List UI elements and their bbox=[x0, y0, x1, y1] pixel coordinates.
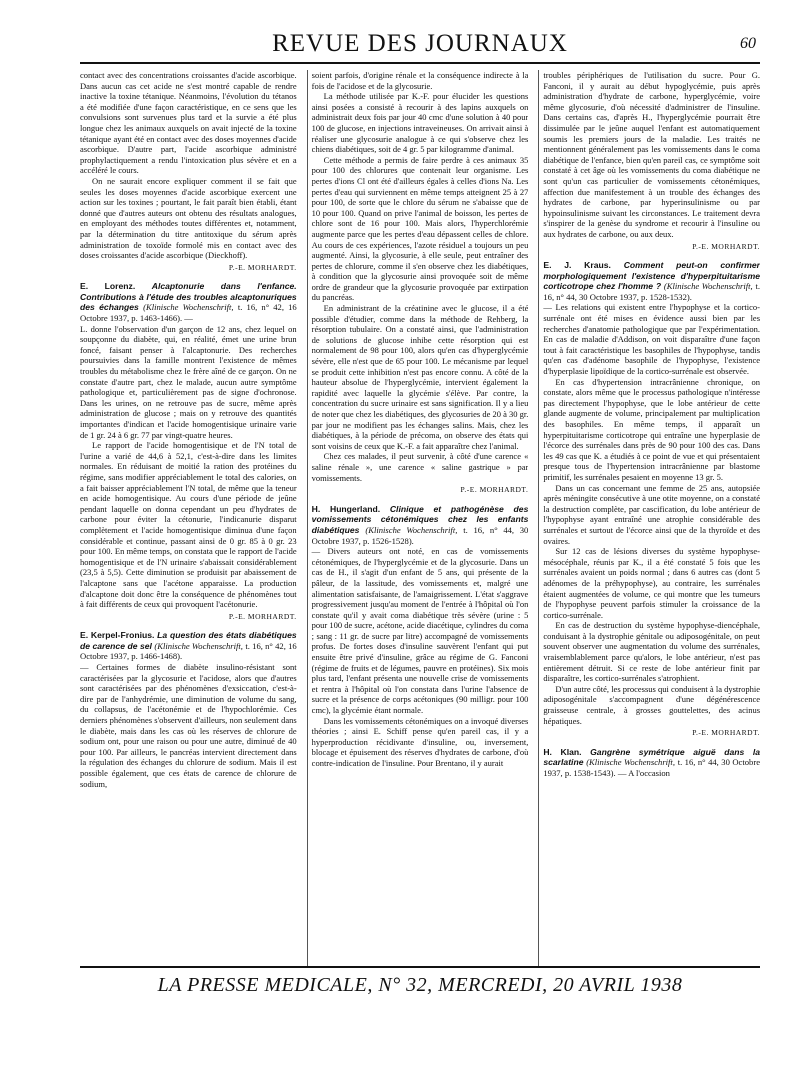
article-source: (Klinische Wochenschrift, bbox=[154, 640, 243, 651]
paragraph: troubles périphériques de l'utilisation du sucre. Pour G. Fanconi, il y aurait au début hypoglycémie, puis après administration d'hydrate de carbone, hyperglycémie, voire même glycosurie, d'où nécessité d'administrer de l'insuline. Dans certains cas, d'après H., l'hyperglycémie pourrait être dissimulée par le jeûne auquel l'enfant est automatiquement soumis les premiers jours de la maladie. Les traités ne mentionnent généralement pas les vomissements dans le coma diabétique de l'enfance, bien qu'en pareil cas, ce symptôme soit constaté à cet âge où les vomissements du coma diabétique ne sont qu'un cas particulier de vomissements cétonémiques, affection due manifestement à un trouble des échanges des hydrates de carbone, par hyperinsulinisme ou par hypoinsulinisme suivant les circonstances. Le traitement devra s'inspirer de la genèse du syndrome et recourir à l'insuline ou aux hydrates de carbone, ou aux deux. bbox=[543, 70, 760, 239]
paragraph: soient parfois, d'origine rénale et la conséquence indirecte à la fois de l'acidose et de la glycosurie. bbox=[311, 70, 529, 91]
signature: P.-E. MORHARDT. bbox=[228, 611, 297, 621]
paragraph: On ne saurait encore expliquer comment il se fait que seules les doses moyennes d'acide ascorbique exercent une action sur les toxines ; pourtant, le fait paraît bien établi, étant donné que d'autres auteurs ont obtenu des résultats analogues, en employant des méthodes toutes différentes et, notamment, par la détermination du titre antitoxique du sérum après administration de toxoïde formolé mis en contact avec des doses croissantes d'acide ascorbique (Dieckhoff). bbox=[80, 175, 297, 261]
article-heading bbox=[543, 747, 760, 779]
signature: P.-E. MORHARDT. bbox=[228, 262, 297, 272]
paragraph: En cas de destruction du système hypophyse-diencéphale, conduisant à la dystrophie génitale ou adiposogénitale, on peut souvent observer une augmentation du volume des surrénales, vraisemblablement parce qu'alors, le lobe antérieur, n'est pas entièrement détruit. Si ce reste de lobe antérieur finit par disparaître, les cortico-surrénales s'atrophient. bbox=[543, 620, 760, 684]
paragraph: En administrant de la créatinine avec le glucose, il a été possible d'étudier, comme dans la méthode de Rehberg, la résorption tubulaire. On a constaté ainsi, que l'administration de solutions de glucose inhibe cette résorption qui est normalement de 98 pour 100, alors qu'en cas d'hyperglycémie sévère, elle n'est que de 65 pour 100. Le mécanisme par lequel se produit cette inhibition n'est pas encore connu. A côté de la hauteur absolue de l'hyperglycémie, intervient également la rapidité avec laquelle la glycémie s'élève. Par contre, la concentration du sucre urinaire est sans signification. Il y a lieu de noter que chez les diabétiques, des glycosuries de 20 à 30 gr. par jour ne modifient pas les échanges salins. Mais, chez les diabétiques, à la période de précoma, on observe des états qui sont voisins de ceux que K.-F. a fait apparaître chez l'animal. bbox=[311, 303, 529, 451]
article-columns bbox=[80, 70, 760, 968]
signature: P.-E. MORHARDT. bbox=[692, 241, 760, 251]
paragraph: Dans un cas concernant une femme de 25 ans, autopsiée après méningite consécutive à une otite moyenne, on a constaté la destruction complète, par cascification, du lobe antérieur de l'hypophyse ayant entraîné une atrophie considérable des surrénales et surtout de l'écorce ainsi que de la thyroïde et des ovaires. bbox=[543, 482, 760, 546]
column-3 bbox=[538, 70, 760, 968]
article-reference: t. 16, n° 44, 30 Octobre 1937, p. 1526-1528). bbox=[311, 524, 529, 546]
paragraph: D'un autre côté, les processus qui conduisent à la dystrophie adiposogénitale s'accompagnent d'une dégénérescence graisseuse centrale, à grosses gouttelettes, des acinus hépatiques. bbox=[543, 683, 760, 726]
article-reference: t. 16, n° 42, 16 Octobre 1937, p. 1466-1468). bbox=[80, 640, 297, 662]
article-heading bbox=[80, 630, 297, 662]
paragraph: L. donne l'observation d'un garçon de 12 ans, chez lequel on soupçonne du diabète, qui, en réalité, émet une urine brun foncé, faisant penser à l'alcaptonurie. Des recherches poursuivies dans la famille montrent l'existence de mêmes troubles du métabolisme chez le frère aîné de ce garçon. On ne constate d'autre part, chez le malade, aucun autre symptôme pathologique et, particulièrement pas de signe d'ochronose. Dans les urines, on ne retrouve pas de sucre, même après administration de glucose ; mais on y retrouve des quantités importantes d'indican et l'acide homogentisique urinaire varie de 1 gr. 24 à 6 gr. 77 par vingt-quatre heures. bbox=[80, 323, 297, 440]
page-header bbox=[80, 28, 760, 64]
paragraph: En cas d'hypertension intracrânienne chronique, on constate, alors même que le processus pathologique n'intéresse pas directement l'hypophyse, que le lobe antérieur de cette glande augmente de volume, principalement par multiplication des basophiles. En même temps, il apparaît un hyperpituitarisme corticotrope qui entraîne une hyperplasie de l'écorce des surrénales dans près de 90 pour 100 des cas. Dans les 49 cas que K. a étudiés à ce point de vue et qui présentaient presque tous de l'hypertension intracrânienne par blastome primitif, les surrénales pesaient en moyenne 13 gr. 5. bbox=[543, 376, 760, 482]
article-author: E. Kerpel-Fronius. bbox=[80, 630, 155, 641]
article-author: E. J. Kraus. bbox=[543, 260, 611, 271]
article-reference: t. 16, n° 44, 30 Octobre 1937, p. 1528-1532). bbox=[543, 281, 760, 302]
journal-issue-line: LA PRESSE MEDICALE, N° 32, MERCREDI, 20 AVRIL 1938 bbox=[157, 974, 683, 996]
page-footer bbox=[80, 966, 760, 1008]
paragraph: — Divers auteurs ont noté, en cas de vomissements cétonémiques, de l'hyperglycémie et de la glycosurie. Dans un cas de H., il s'agit d'un enfant de 5 ans, qui présente de la pâleur, de la lassitude, des vomissements et, malgré une alimentation satisfaisante, de l'amaigrissement. L'état s'aggrave progressivement jusqu'au moment de l'entrée à l'hôpital où l'on constate qu'il y avait coma diabétique très sévère (urine : 5 pour 100 de sucre, acétone, acide diacétique, cylindres du coma ; sang : 11 gr. de sucre par litre) accompagné de vomissements profus. De fortes doses d'insuline sauvèrent l'enfant qui put ensuite être privé d'insuline, grâce au régime de G. Fanconi (régime de fruits et de légumes, pauvre en protéines). Six mois plus tard, l'enfant présenta une nouvelle crise de vomissements et rentra à l'hôpital où l'on constata dans l'urine l'absence de sucre et la présence de corps acétoniques (90 milligr. pour 100 cmc), la glycémie étant normale. bbox=[311, 546, 529, 716]
paragraph: Chez ces malades, il peut survenir, à côté d'une carence « saline rénale », une carence « saline gastrique » par vomissements. bbox=[311, 451, 529, 483]
journal-section-title: REVUE DES JOURNAUX bbox=[272, 30, 568, 57]
article-reference: t. 16, n° 42, 16 Octobre 1937, p. 1463-1466). — bbox=[80, 302, 297, 324]
article-heading bbox=[312, 504, 529, 546]
column-1 bbox=[80, 70, 297, 968]
paragraph: — Les relations qui existent entre l'hypophyse et la cortico-surrénale ont été mises en évidence aussi bien par les recherches d'anatomie pathologique que par l'expérimentation. En cas de maladie d'Addison, on voit disparaître d'une façon tout à fait caractéristique les basophiles de l'hypophyse, tandis qu'en cas d'adénome basophile de l'hypophyse, l'existence d'hyperplasie lipoïdique de la cortico-surrénale est observée. bbox=[543, 302, 760, 377]
paragraph: — Certaines formes de diabète insulino-résistant sont caractérisées par la glycosurie et l'acidose, alors que d'autres sont caractérisées par des phénomènes d'exsiccation, c'est-à-dire par de l'anhydrémie, une diminution de volume du sang, du collapsus, de l'acétonémie et de l'hypochlorémie. Ces derniers phénomènes s'observent d'ailleurs, non seulement dans le diabète, mais dans les cas où les réserves de chlorure de sodium ont, pour une raison ou pour une autre, diminué de 40 pour 100. Par ailleurs, le pancréas intervient directement dans la régulation des échanges du chlorure de sodium. Mais il est possible également, que ces états de carence de chlorure de sodium, bbox=[80, 662, 297, 789]
paragraph: La méthode utilisée par K.-F. pour élucider les questions ainsi posées a consisté à recourir à des lapins auxquels on administrait deux fois par jour 40 cmc d'une solution à 40 pour 100 de glucose, en injections intraveineuses. On arrivait ainsi à réaliser une glycosurie analogue à ce qui s'observe chez les chiens diabétiques, soit de 4 gr. 5 par kilogramme d'animal. bbox=[311, 91, 529, 155]
article-heading bbox=[543, 260, 760, 302]
article-source: (Klinische Wochenschrift, bbox=[663, 281, 753, 292]
article-title: La question des états diabétiques de carence de sel bbox=[80, 630, 297, 651]
article-reference: t. 16, n° 44, 30 Octobre 1937, p. 1538-1543). — A l'occasion bbox=[543, 757, 760, 778]
paragraph: Cette méthode a permis de faire perdre à ces animaux 35 pour 100 des chlorures que contenait leur organisme. Les pertes d'ions Cl ont été d'ailleurs égales à celles d'ions Na. Les pertes d'eau qui surviennent en même temps atteignent 25 à 27 pour 100, de sorte que le chlore du sérum ne s'abaisse que de 10 pour 100. Quand on prive l'animal de boisson, les pertes de chlore sont de 16 pour 100. Mais alors, l'hyperchlorémie augmente parce que les pertes d'eau dépassent celles de chlore. Au cours de ces expériences, l'azote résiduel a toujours un peu augmenté. Ainsi, la glycosurie, à elle seule, peut entraîner des pertes de chlorure, comme il s'en observe chez les diabétiques, à condition que la glycosurie ainsi provoquée soit de même ordre de grandeur que la glycosurie provoquée par extirpation du pancréas. bbox=[311, 154, 529, 303]
article-title: Comment peut-on confirmer morphologiquement l'existence d'hyperpituitarisme corticotrope chez l'homme ? bbox=[543, 260, 760, 292]
article-source: (Klinische Wochenschrift, bbox=[586, 757, 675, 768]
signature: P.-E. MORHARDT. bbox=[692, 728, 760, 738]
article-author: H. Klan. bbox=[543, 746, 582, 757]
article-author: E. Lorenz. bbox=[80, 281, 136, 292]
article-source: (Klinische Wochenschrift, bbox=[143, 302, 234, 313]
article-title: Gangrène symétrique aiguë dans la scarlatine bbox=[543, 746, 760, 768]
page-number: 60 bbox=[740, 35, 756, 52]
paragraph: contact avec des concentrations croissantes d'acide ascorbique. Dans aucun cas cet acide ne s'est montré capable de rendre inactive la toxine tétanique. Néanmoins, l'évolution du tétanos a été modifiée d'une façon caractéristique, en ce sens que les convulsions sont survenues plus tard et la survie a été plus longue chez les animaux auxquels on avait injecté de la toxine tétanique ayant été en contact avec des doses moyennes d'acide ascorbique. D'autre part, l'acide ascorbique administré prophylactiquement a rendu l'intoxication plus sévère et en a accéléré le cours. bbox=[80, 70, 297, 176]
article-author: H. Hungerland. bbox=[311, 503, 381, 514]
article-title: Alcaptonurie dans l'enfance. Contributions à l'étude des troubles alcaptonuriques des échanges bbox=[80, 281, 297, 313]
signature: P.-E. MORHARDT. bbox=[460, 485, 529, 495]
paragraph: Sur 12 cas de lésions diverses du système hypophyse-mésocéphale, réunis par K., il a été constaté 5 fois que les surrénales avaient un poids normal ; dans 6 autres cas (dont 5 adénomes de la préhypophyse), au contraire, les surrénales étaient augmentées de volume, ce qui montre que les tumeurs de l'hypophyse peuvent parfois stimuler la croissance de la cortico-surrénale. bbox=[543, 546, 760, 620]
article-source: (Klinische Wochenschrift, bbox=[365, 524, 458, 535]
paragraph: Le rapport de l'acide homogentisique et de l'N total de l'urine a varié de 44,6 à 52,1, c'est-à-dire dans les limites normales. En réduisant de moitié la ration des protéines du régime, sans modifier appréciablement le total des calories, on a fait baisser appréciablement l'N total, de même que la teneur en acide homogentisique. Au cours d'une période de jeûne pendant laquelle on donna cependant un peu d'hydrates de carbone pour éviter la cétonurie, l'indicanurie disparut complètement et l'acide homogentisique diminua d'une façon considérable et continue, passant ainsi de 0 gr. 85 à 0 gr. 23 pour 100. En même temps, on constata que le rapport de l'acide homogentisique et de l'N urinaire s'abaissait considérablement (23,5 à 5,5). Cette diminution se produisit par abaissement de l'alcaptone sans que l'acétone apparaisse. La production d'alcaptone doit donc être la conséquence de phénomènes tout à fait différents de ceux qui provoquent l'acétonurie. bbox=[80, 440, 297, 610]
column-2 bbox=[307, 70, 529, 968]
paragraph: Dans les vomissements cétonémiques on a invoqué diverses théories ; ainsi E. Schiff pense qu'en pareil cas, il y a hyperproduction récidivante d'insuline, ou, inversement, blocage et épuisement des réserves d'hydrates de carbone, d'où contre-indication de l'insuline. Pour Brentano, il y aurait bbox=[311, 715, 529, 768]
article-heading bbox=[80, 281, 297, 323]
article-title: Clinique et pathogénèse des vomissements cétonémiques chez les enfants diabétiques bbox=[311, 503, 529, 535]
